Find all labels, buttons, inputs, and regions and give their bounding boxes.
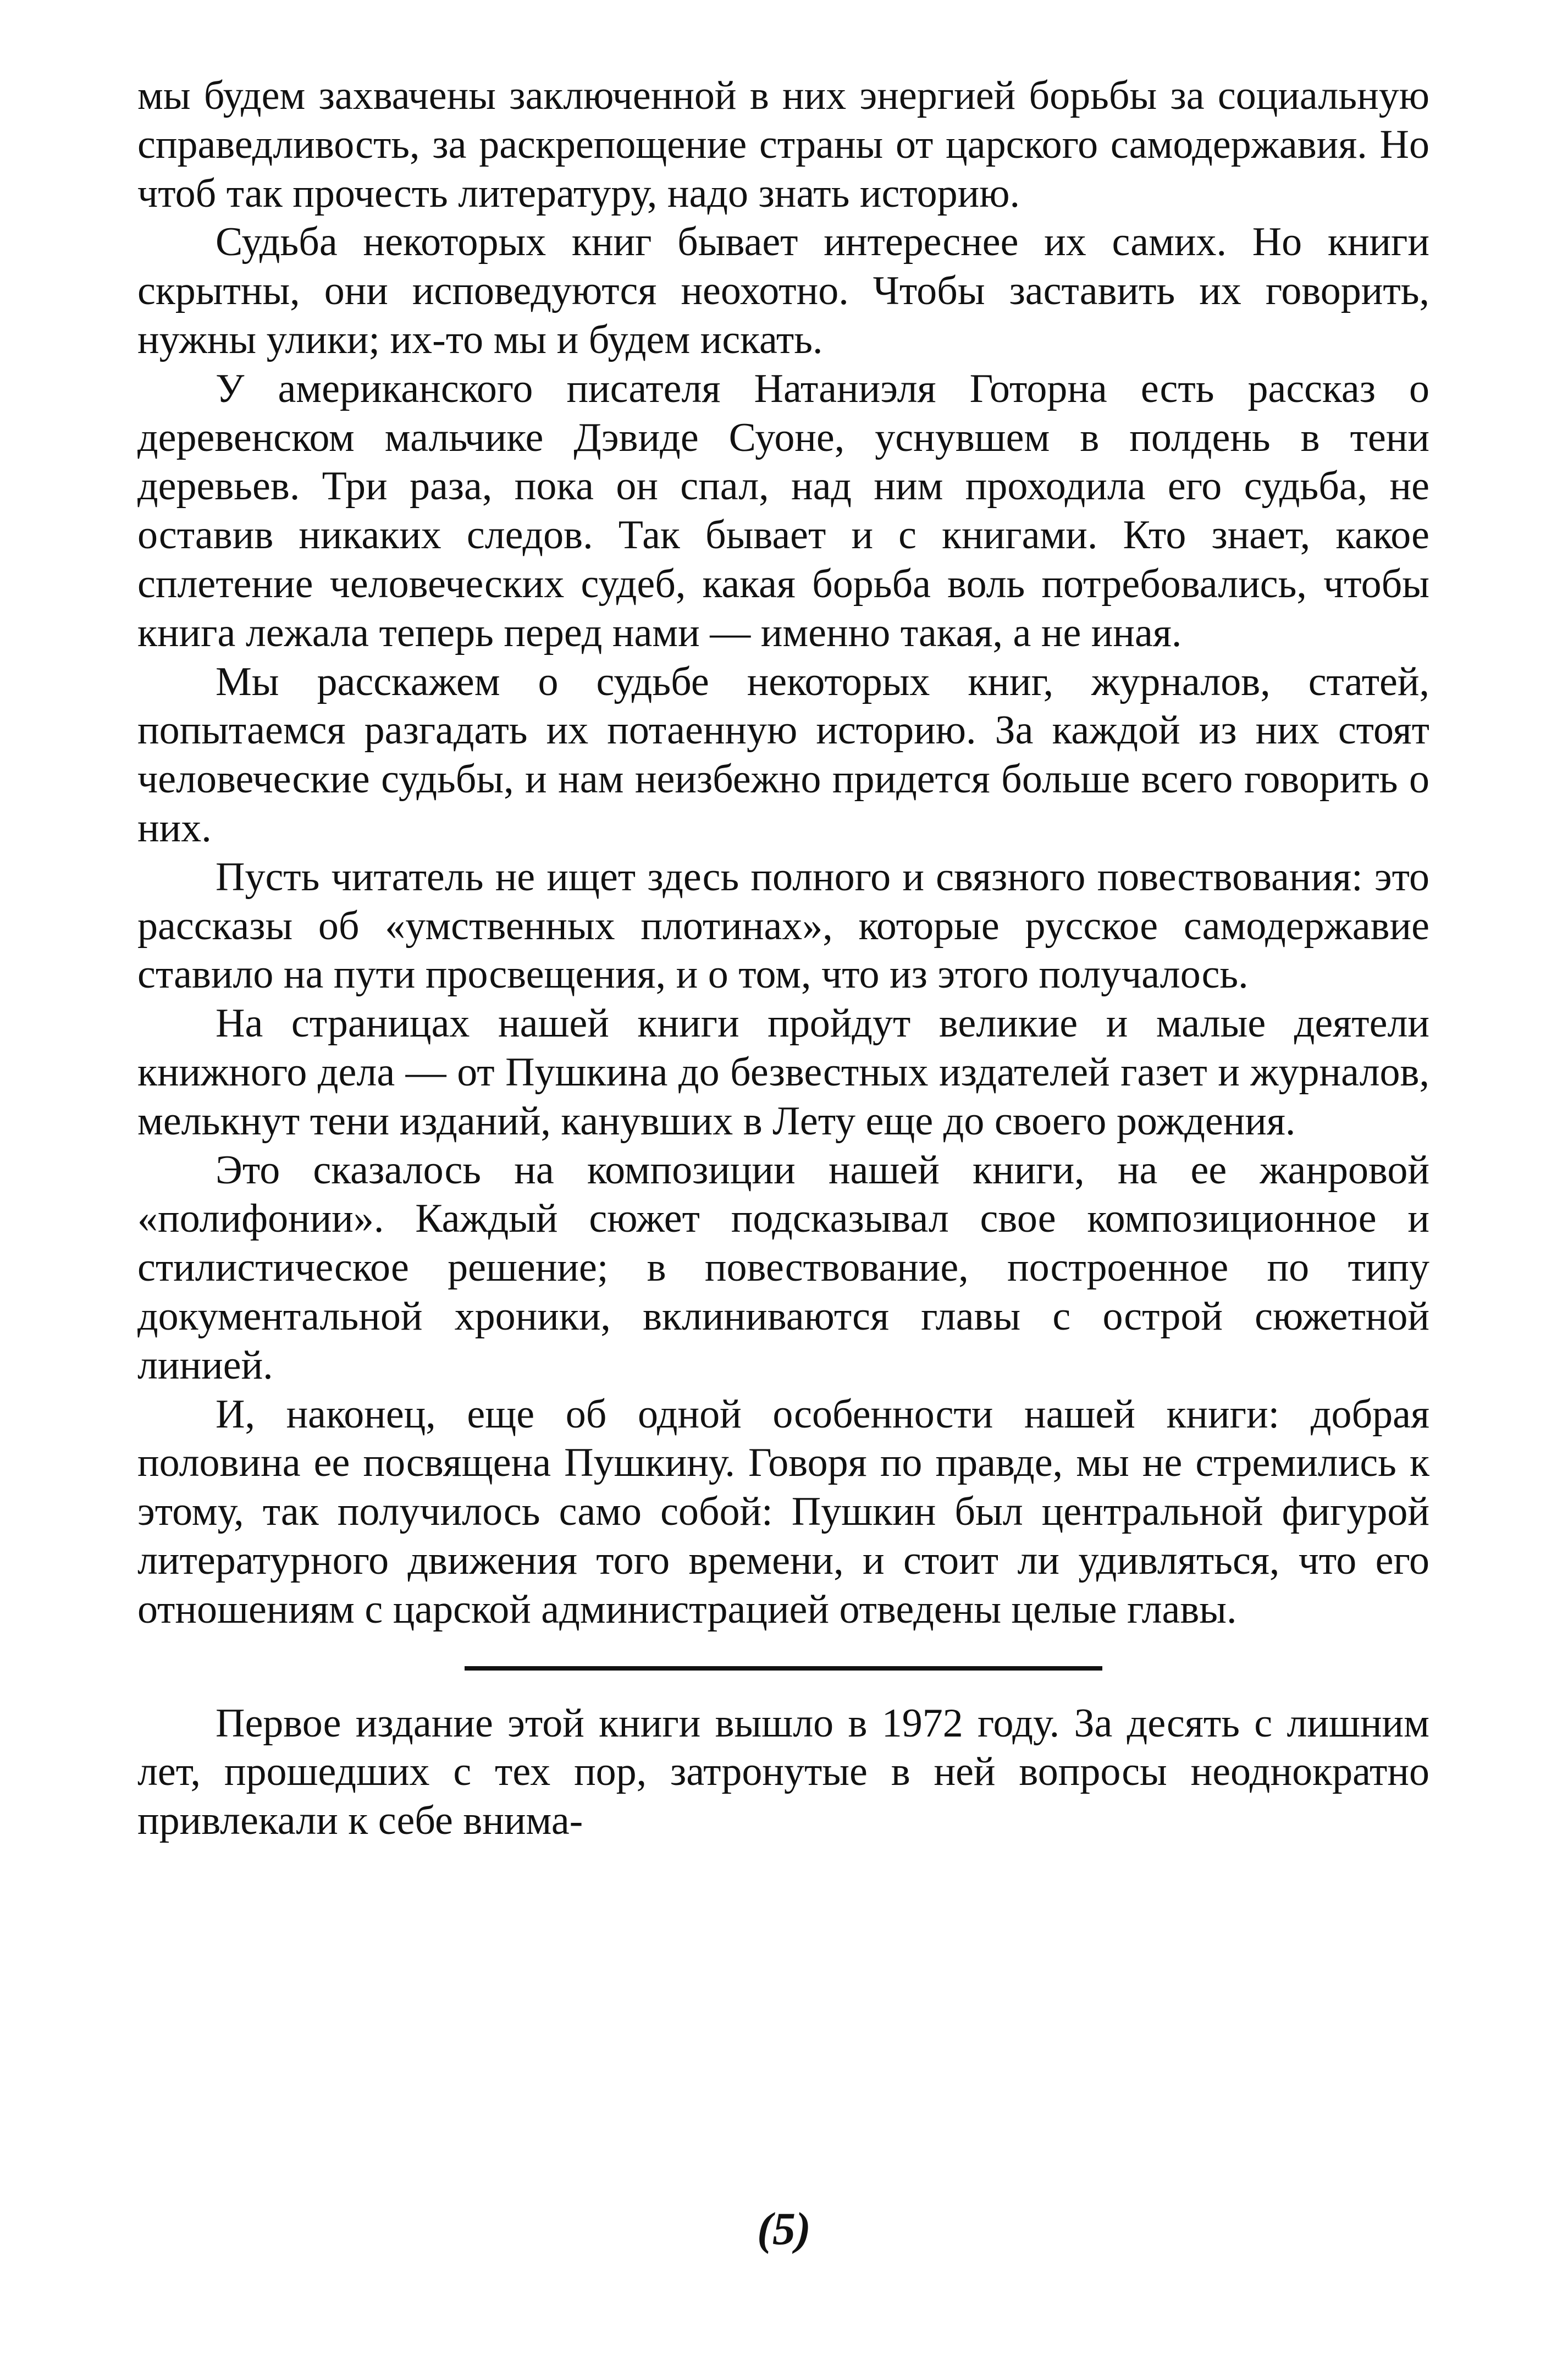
- paragraph: Пусть читатель не ищет здесь полного и связного повествования: это рассказы об «умственных плотинах», которые русское самодержавие ставило на пути просвещения, и о том, что из этого получалось.: [137, 854, 1429, 997]
- paragraph-continuation: мы будем захвачены заключенной в них энергией борьбы за социальную справедливость, за раскрепощение страны от царского самодержавия. Но чтоб так прочесть литературу, надо знать историю.: [137, 73, 1429, 216]
- paragraph: На страницах нашей книги пройдут великие и малые деятели книжного дела — от Пушкина до безвестных издателей газет и журналов, мелькнут тени изданий, канувших в Лету еще до своего рождения.: [137, 1001, 1429, 1144]
- body-text: [137, 71, 1429, 1634]
- page-number: (5): [757, 2203, 811, 2255]
- page: [137, 71, 1429, 1845]
- paragraph: И, наконец, еще об одной особенности нашей книги: добрая половина ее посвящена Пушкину. Говоря по правде, мы не стремились к этому, так получилось само собой: Пушкин был центральной фигурой литературного движения того времени, и стоит ли удивляться, что его отношениям с царской администрацией отведены целые главы.: [137, 1391, 1429, 1632]
- footnote-text: Первое издание этой книги вышло в 1972 году. За десять с лишним лет, прошедших с тех пор, затронутые в ней вопросы неоднократно привлекали к себе внима-: [137, 1700, 1429, 1844]
- paragraph: Это сказалось на композиции нашей книги, на ее жанровой «полифонии». Каждый сюжет подсказывал свое композиционное и стилистическое решение; в повествование, построенное по типу документальной хроники, вклиниваются главы с острой сюжетной линией.: [137, 1147, 1429, 1388]
- footnote: [137, 1699, 1429, 1845]
- paragraph: Судьба некоторых книг бывает интереснее их самих. Но книги скрытны, они исповедуются неохотно. Чтобы заставить их говорить, нужны улики; их-то мы и будем искать.: [137, 219, 1429, 362]
- footnote-divider: [465, 1666, 1102, 1671]
- paragraph: Мы расскажем о судьбе некоторых книг, журналов, статей, попытаемся разгадать их потаенную историю. За каждой из них стоят человеческие судьбы, и нам неизбежно придется больше всего говорить о них.: [137, 659, 1429, 851]
- paragraph: У американского писателя Натаниэля Готорна есть рассказ о деревенском мальчике Дэвиде Суоне, уснувшем в полдень в тени деревьев. Три раза, пока он спал, над ним проходила его судьба, не оставив никаких следов. Так бывает и с книгами. Кто знает, какое сплетение человеческих судеб, какая борьба воль потребовались, чтобы книга лежала теперь перед нами — именно такая, а не иная.: [137, 366, 1429, 655]
